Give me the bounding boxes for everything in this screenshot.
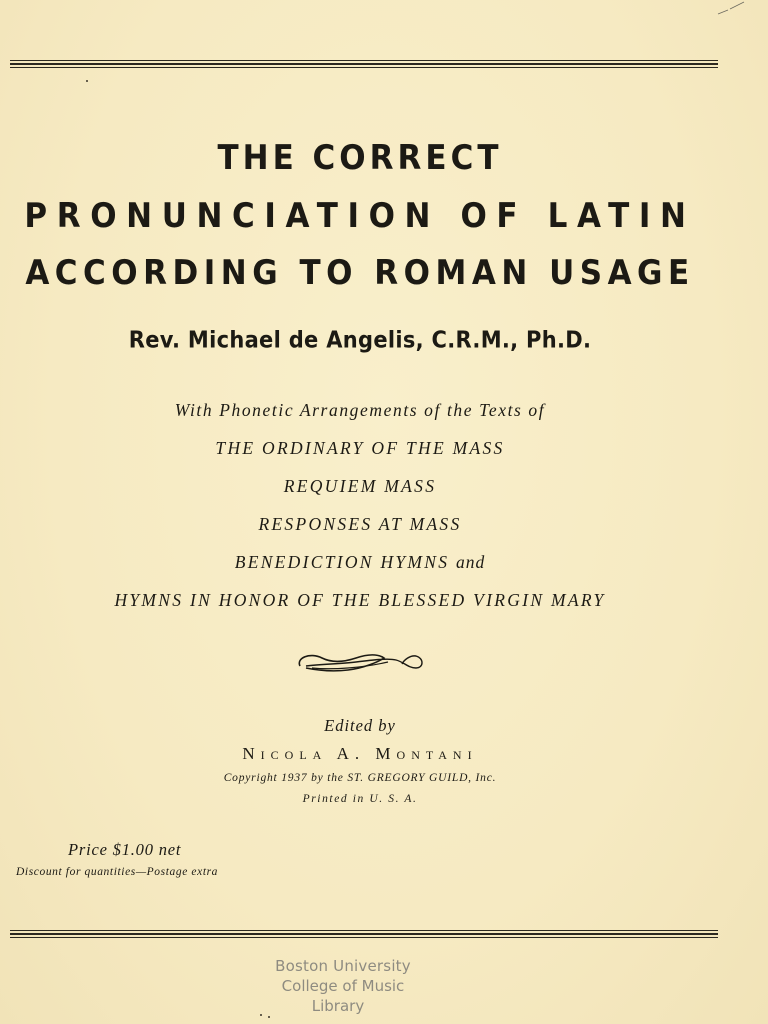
text-item-responses: RESPONSES AT MASS [258,514,462,534]
title-line-1: THE CORRECT [217,138,503,178]
top-rule [10,60,718,70]
discount-note: Discount for quantities—Postage extra [16,866,219,878]
paper-speck [268,1016,270,1018]
text-item-requiem: REQUIEM MASS [283,476,437,496]
editor-name: Nicola A. Montani [242,744,478,763]
text-item-ordinary: THE ORDINARY OF THE MASS [215,438,505,458]
author: Rev. Michael de Angelis, C.R.M., Ph.D. [128,326,592,354]
printed-in: Printed in U. S. A. [302,793,418,805]
subtitle: With Phonetic Arrangements of the Texts of [174,400,546,420]
library-stamp [258,956,428,1016]
title-line-3: ACCORDING TO ROMAN USAGE [25,253,695,293]
stamp-line-1: Boston University [275,957,411,975]
edited-by: Edited by [324,716,396,735]
paper-speck [260,1014,262,1016]
pencil-mark [716,0,756,20]
price: Price $1.00 net [68,840,182,859]
title-line-2: PRONUNCIATION OF LATIN [24,196,696,236]
copyright: Copyright 1937 by the ST. GREGORY GUILD, Inc. [223,772,497,784]
text-item-benediction [0,552,720,573]
flourish-ornament [292,648,428,678]
text-item-benediction-label: BENEDICTION HYMNS [234,552,450,572]
paper-speck [86,80,88,82]
text-item-hymns: HYMNS IN HONOR OF THE BLESSED VIRGIN MARY [114,590,606,610]
stamp-line-2: College of Music [281,977,405,995]
stamp-line-3: Library [311,997,365,1015]
bottom-rule [10,930,718,940]
conjunction: and [456,552,486,572]
